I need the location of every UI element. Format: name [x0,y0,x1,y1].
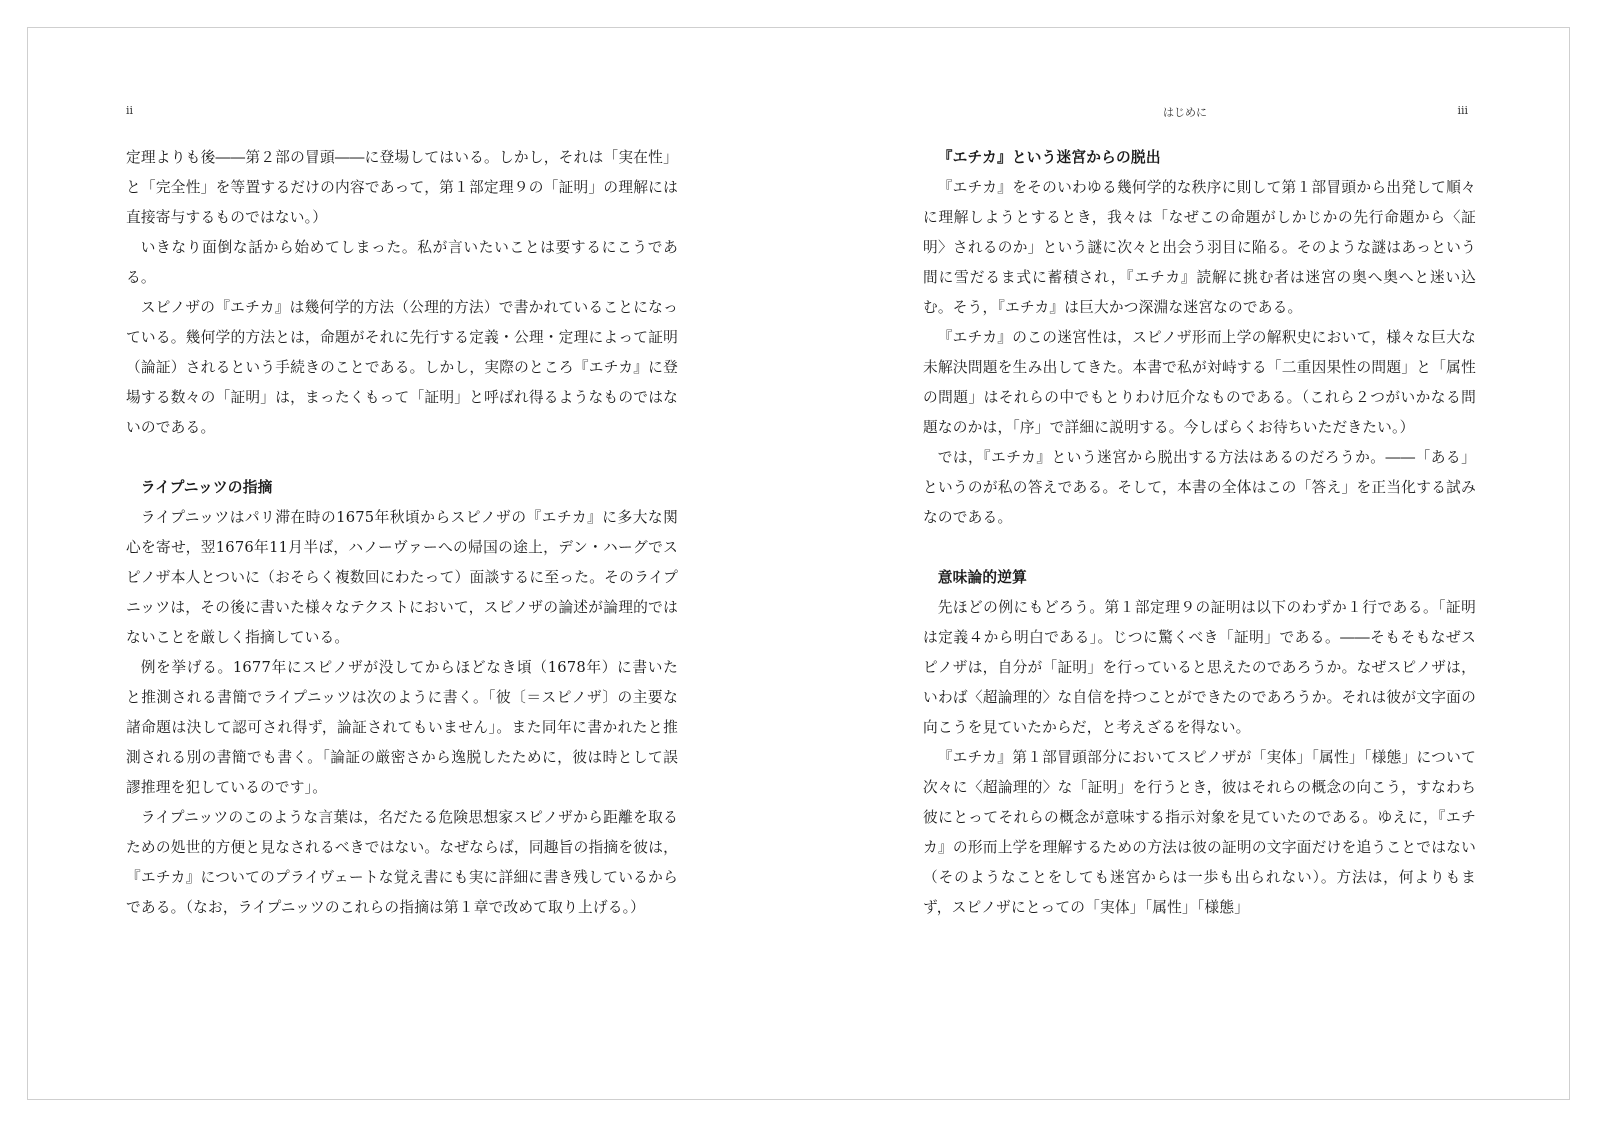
left-page [28,28,799,1099]
paragraph: スピノザの『エチカ』は幾何学的方法（公理的方法）で書かれていることになっている。幾何学的方法とは，命題がそれに先行する定義・公理・定理によって証明（論証）されるという手続きのことである。しかし，実際のところ『エチカ』に登場する数々の「証明」は，まったくもって「証明」と呼ばれ得るようなものではないのである。 [126,299,678,436]
page-number: ii [126,104,134,117]
paragraph: 例を挙げる。1677年にスピノザが没してからほどなき頃（1678年）に書いたと推測される書簡でライプニッツは次のように書く。「彼〔＝スピノザ〕の主要な諸命題は決して認可され得ず，論証されてもいません」。また同年に書かれたと推測される別の書簡でも書く。「論証の厳密さから逸脱したために，彼は時として誤謬推理を犯しているのです」。 [126,659,678,796]
section-heading: 『エチカ』という迷宮からの脱出 [937,149,1161,166]
page-body [923,143,1476,923]
paragraph: 『エチカ』のこの迷宮性は，スピノザ形而上学の解釈史において，様々な巨大な未解決問題を生み出してきた。本書で私が対峙する「二重因果性の問題」と「属性の問題」はそれらの中でもとりわけ厄介なものである。（これら２つがいかなる問題なのかは，「序」で詳細に説明する。今しばらくお待ちいただきたい。） [923,329,1476,436]
paragraph: 『エチカ』第１部冒頭部分においてスピノザが「実体」「属性」「様態」について次々に〈超論理的〉な「証明」を行うとき，彼はそれらの概念の向こう，すなわち彼にとってそれらの概念が意味する指示対象を見ていたのである。ゆえに，『エチカ』の形而上学を理解するための方法は彼の証明の文字面だけを追うことではない（そのようなことをしても迷宮からは一歩も出られない）。方法は，何よりもまず，スピノザにとっての「実体」「属性」「様態」 [923,749,1476,916]
book-spread [27,27,1570,1100]
paragraph: 定理よりも後――第２部の冒頭――に登場してはいる。しかし，それは「実在性」と「完全性」を等置するだけの内容であって，第１部定理９の「証明」の理解には直接寄与するものではない。） [126,149,678,226]
paragraph: 『エチカ』をそのいわゆる幾何学的な秩序に則して第１部冒頭から出発して順々に理解しようとするとき，我々は「なぜこの命題がしかじかの先行命題から〈証明〉されるのか」という謎に次々と出会う羽目に陥る。そのような謎はあっという間に雪だるま式に蓄積され，『エチカ』読解に挑む者は迷宮の奥へ奥へと迷い込む。そう，『エチカ』は巨大かつ深淵な迷宮なのである。 [923,179,1476,316]
paragraph: ライプニッツはパリ滞在時の1675年秋頃からスピノザの『エチカ』に多大な関心を寄せ，翌1676年11月半ば，ハノーヴァーへの帰国の途上，デン・ハーグでスピノザ本人とついに（おそらく複数回にわたって）面談するに至った。そのライプニッツは，その後に書いた様々なテクストにおいて，スピノザの論述が論理的ではないことを厳しく指摘している。 [126,509,678,646]
right-page [799,28,1571,1099]
paragraph: では，『エチカ』という迷宮から脱出する方法はあるのだろうか。――「ある」というのが私の答えである。そして，本書の全体はこの「答え」を正当化する試みなのである。 [923,449,1476,526]
paragraph: ライプニッツのこのような言葉は，名だたる危険思想家スピノザから距離を取るための処世的方便と見なされるべきではない。なぜならば，同趣旨の指摘を彼は，『エチカ』についてのプライヴェートな覚え書にも実に詳細に書き残しているからである。（なお，ライプニッツのこれらの指摘は第１章で改めて取り上げる。） [126,809,678,916]
running-header: はじめに [1163,106,1207,119]
page-number: iii [1457,104,1468,117]
page-body [126,143,678,923]
paragraph: 先ほどの例にもどろう。第１部定理９の証明は以下のわずか１行である。「証明は定義４から明白である」。じつに驚くべき「証明」である。――そもそもなぜスピノザは，自分が「証明」を行っていると思えたのであろうか。なぜスピノザは，いわば〈超論理的〉な自信を持つことができたのであろうか。それは彼が文字面の向こうを見ていたからだ，と考えざるを得ない。 [923,599,1476,736]
paragraph: いきなり面倒な話から始めてしまった。私が言いたいことは要するにこうである。 [126,239,678,286]
section-heading: ライプニッツの指摘 [140,479,273,496]
section-heading: 意味論的逆算 [937,569,1028,586]
